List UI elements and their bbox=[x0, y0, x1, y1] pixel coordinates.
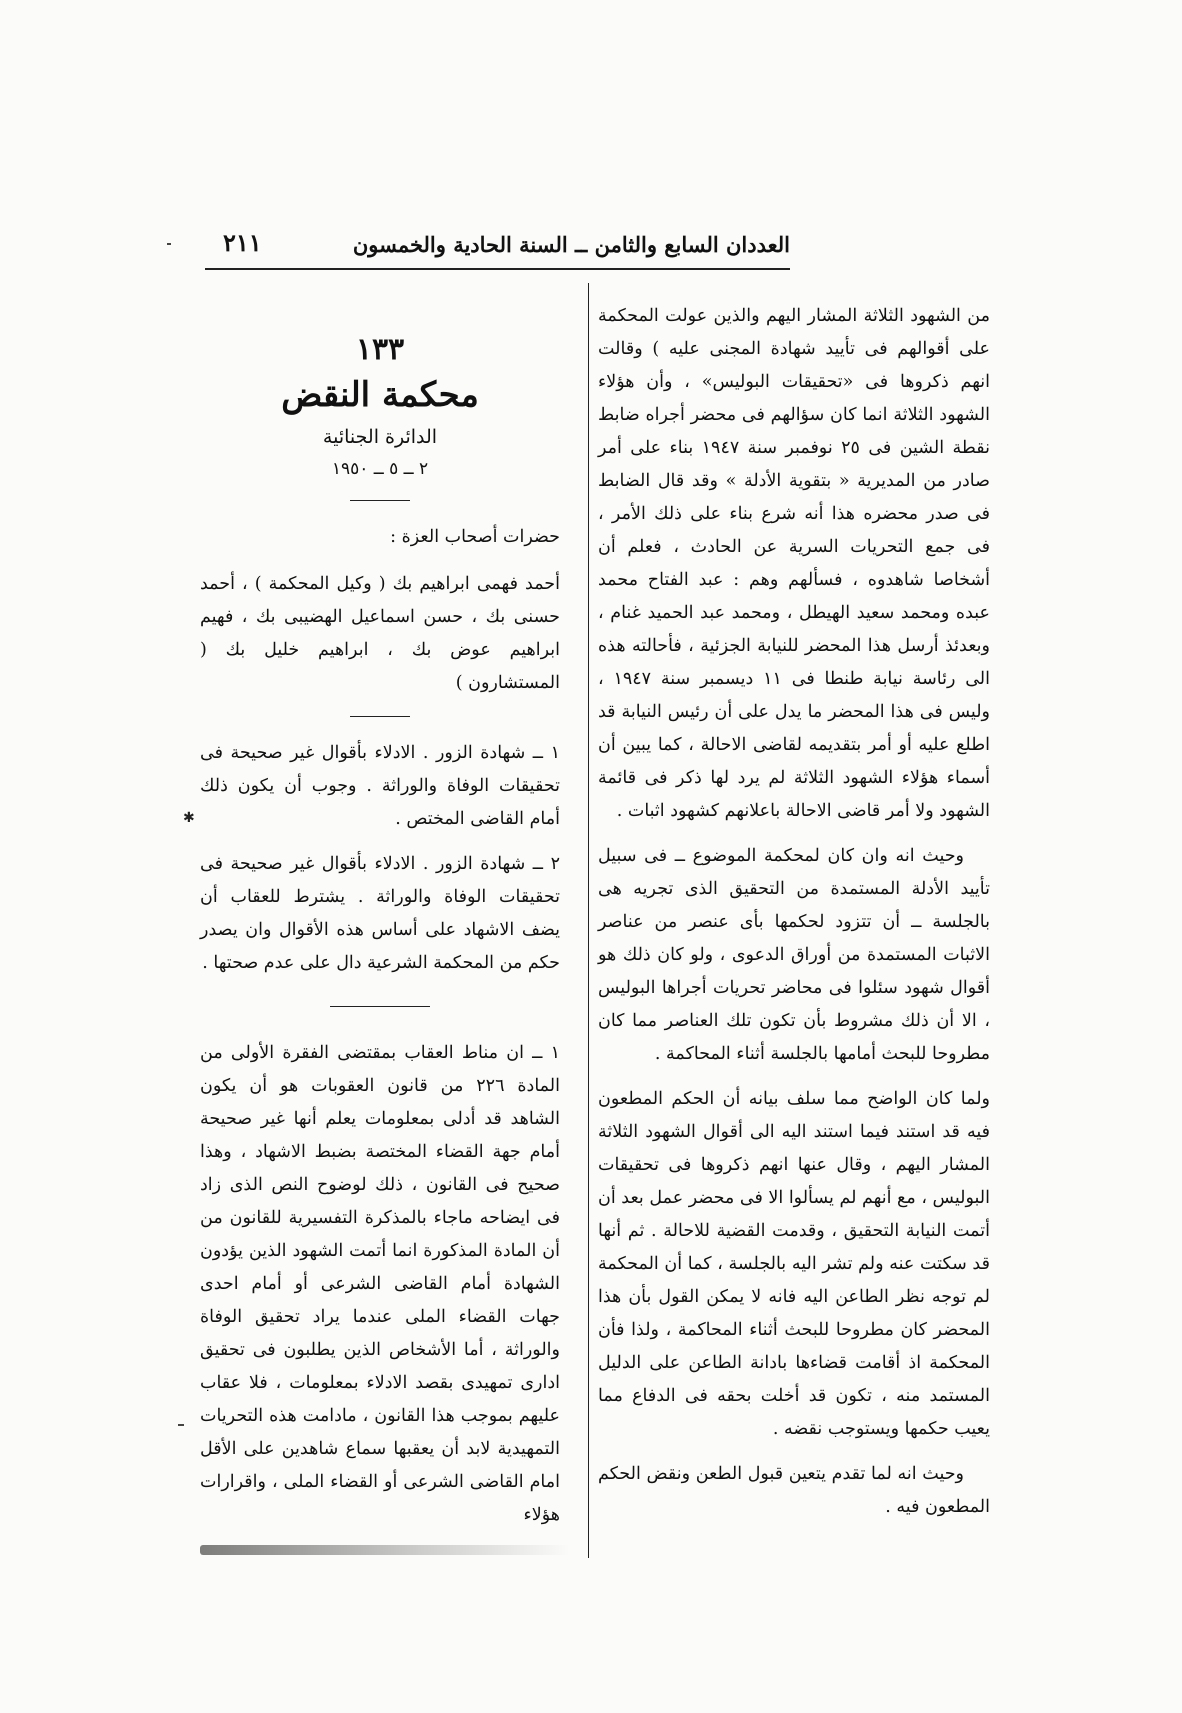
section-rule bbox=[350, 716, 410, 717]
section-rule bbox=[330, 1006, 430, 1007]
principle: ٢ ــ شهادة الزور . الادلاء بأقوال غير صحيحة فى تحقيقات الوفاة والوراثة . يشترط للعقاب أن يضف الاشهاد على أساس هذه الأقوال وان يصدر حكم من المحكمة الشرعية دال على عدم صحتها . bbox=[200, 854, 560, 973]
judges-heading: حضرات أصحاب العزة : bbox=[390, 527, 560, 547]
paragraph: وحيث انه لما تقدم يتعين قبول الطعن ونقض الحكم المطعون فيه . bbox=[598, 1464, 990, 1517]
header-title: العددان السابع والثامن ــ السنة الحادية والخمسون bbox=[352, 232, 790, 257]
margin-mark bbox=[167, 243, 171, 245]
column-divider bbox=[588, 283, 589, 1558]
paragraph: ولما كان الواضح مما سلف بيانه أن الحكم المطعون فيه قد استند فيما استند اليه الى أقوال الشهود الثلاثة المشار اليهم ، وقال عنها انهم ذكروها فى تحقيقات البوليس ، مع أنهم لم يسألوا الا فى محضر عمل بعد أن أتمت النيابة التحقيق ، وقدمت القضية للاحالة . ثم أنها قد سكتت عنه ولم تشر اليه بالجلسة ، كما أن المحكمة لم توجه نظر الطاعن اليه فانه لا يمكن القول بأن هذا المحضر كان مطروحا للبحث أثناء المحاكمة ، ولذا فأن المحكمة اذ أقامت قضاءها بادانة الطاعن على الدليل المستمد منه ، تكون قد أخلت بحقه فى الدفاع مما يعيب حكمها ويستوجب نقضه . bbox=[598, 1089, 990, 1439]
asterisk-mark: ✱ bbox=[183, 810, 195, 826]
principle: ١ ــ شهادة الزور . الادلاء بأقوال غير صحيحة فى تحقيقات الوفاة والوراثة . وجوب أن يكون ذلك أمام القاضى المختص . bbox=[200, 743, 560, 829]
paragraph: وحيث انه وان كان لمحكمة الموضوع ــ فى سبيل تأييد الأدلة المستمدة من التحقيق الذى تجريه هى بالجلسة ــ أن تتزود لحكمها بأى عنصر من عناصر الاثبات المستمدة من أوراق الدعوى ، ولو كان ذلك هو أقوال شهود سئلوا فى محاضر تحريات أجراها البوليس ، الا أن ذلك مشروط بأن تكون تلك العناصر مما كان مطروحا للبحث أمامها بالجلسة أثناء المحاكمة . bbox=[598, 846, 990, 1064]
paragraph: من الشهود الثلاثة المشار اليهم والذين عولت المحكمة على أقوالهم فى تأييد شهادة المجنى عليه ) وقالت انهم ذكروها فى «تحقيقات البوليس» ، وأن هؤلاء الشهود الثلاثة انما كان سؤالهم فى محضر أجراه ضابط نقطة الشين فى ٢٥ نوفمبر سنة ١٩٤٧ بناء على أمر صادر من المديرية « بتقوية الأدلة » وقد قال الضابط فى صدر محضره هذا أنه شرع بناء على ذلك الأمر ، فى جمع التحريات السرية عن الحادث ، فعلم أن أشخاصا شاهدوه ، فسألهم وهم : عبد الفتاح محمد عبده ومحمد سعيد الهيطل ، ومحمد عبد الحميد غنام ، وبعدئذ أرسل هذا المحضر للنيابة الجزئية ، فأحالته هذه الى رئاسة نيابة طنطا فى ١١ ديسمبر سنة ١٩٤٧ ، وليس فى هذا المحضر ما يدل على أن رئيس النيابة قد اطلع عليه أو أمر بتقديمه لقاضى الاحالة ، كما يبين أن أسماء هؤلاء الشهود الثلاثة لم يرد لها ذكر فى قائمة الشهود ولا أمر قاضى الاحالة باعلانهم كشهود اثبات . bbox=[598, 306, 990, 821]
circuit-name: الدائرة الجنائية bbox=[322, 426, 438, 448]
header-rule bbox=[205, 268, 790, 270]
section-rule bbox=[350, 500, 410, 501]
scan-smudge bbox=[200, 1545, 570, 1555]
running-header bbox=[205, 228, 790, 264]
page-number: ٢١١ bbox=[223, 228, 262, 257]
judgment-body: ١ ــ ان مناط العقاب بمقتضى الفقرة الأولى من المادة ٢٢٦ من قانون العقوبات هو أن يكون الشاهد قد أدلى بمعلومات يعلم أنها غير صحيحة أمام جهة القضاء المختصة بضبط الاشهاد ، وهذا صحيح فى القانون ، ذلك لوضوح النص الذى زاد فى ايضاحه ماجاء بالمذكرة التفسيرية للقانون من أن المادة المذكورة انما أتمت الشهود الذين يؤدون الشهادة أمام القاضى الشرعى أو أمام احدى جهات القضاء الملى عندما يراد تحقيق الوفاة والوراثة ، أما الأشخاص الذين يطلبون فى تحقيق ادارى تمهيدى بقصد الادلاء بمعلومات ، فلا عقاب عليهم بموجب هذا القانون ، مادامت هذه التحريات التمهيدية لابد أن يعقبها سماع شاهدين على الأقل امام القاضى الشرعى أو القضاء الملى ، واقرارات هؤلاء bbox=[200, 1043, 560, 1525]
judgment-date: ٢ ــ ٥ ــ ١٩٥٠ bbox=[331, 459, 429, 479]
left-column bbox=[200, 330, 560, 1544]
judges-list: أحمد فهمى ابراهيم بك ( وكيل المحكمة ) ، أحمد حسنى بك ، حسن اسماعيل الهضيبى بك ، فهيم ابراهيم عوض بك ، ابراهيم خليل بك ( المستشارون ) bbox=[200, 574, 560, 693]
case-number: ١٣٣ bbox=[355, 332, 405, 367]
right-column bbox=[598, 300, 990, 1536]
court-name: محكمة النقض bbox=[281, 375, 479, 415]
margin-mark bbox=[178, 1424, 184, 1426]
